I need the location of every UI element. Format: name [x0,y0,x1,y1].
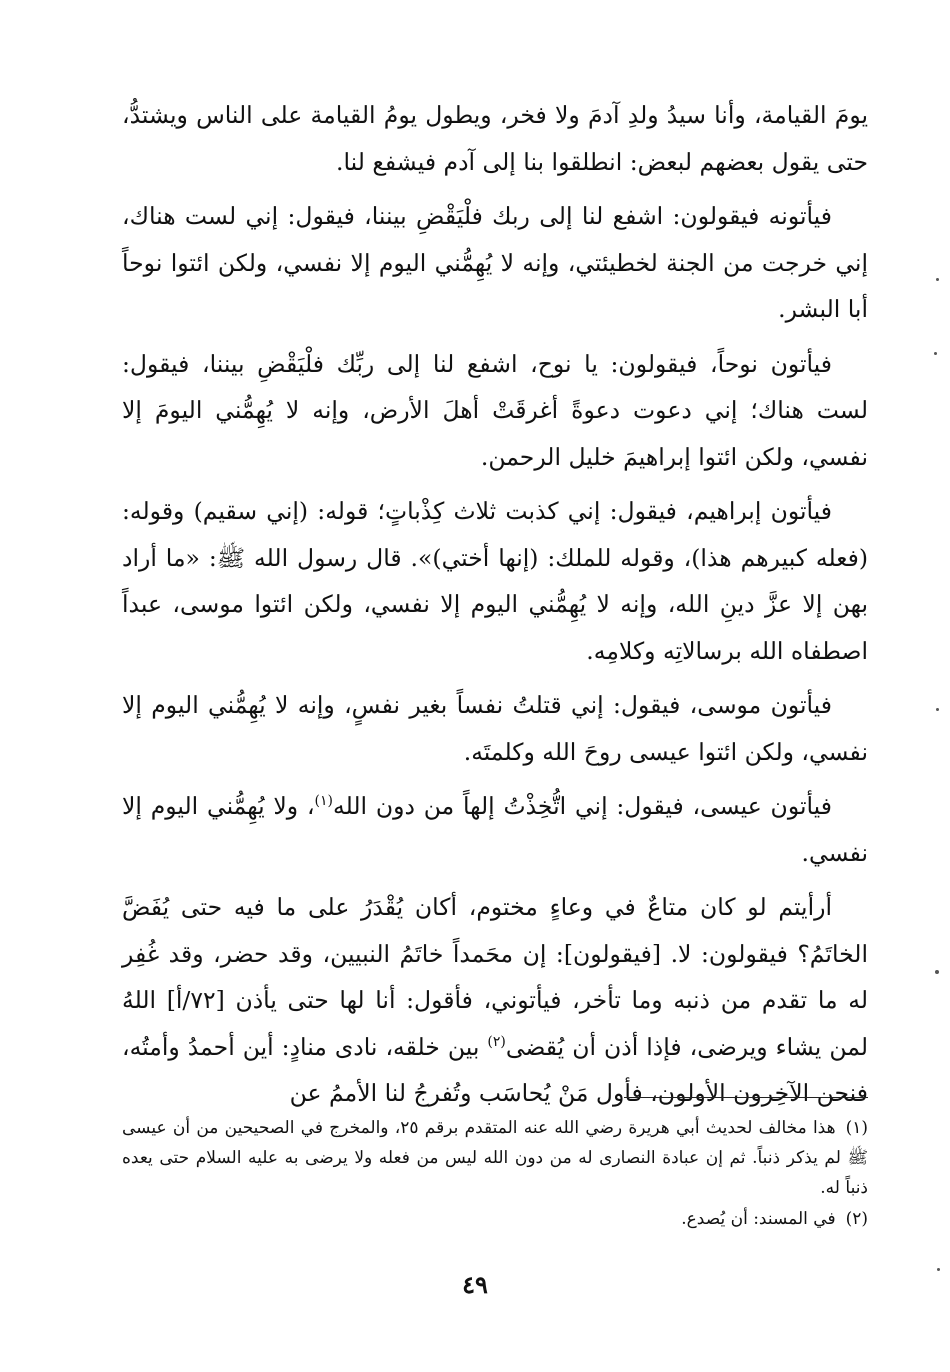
footnote-2-number: (٢) [845,1209,868,1229]
paragraph-1: يومَ القيامة، وأنا سيدُ ولدِ آدمَ ولا فخر، ويطول يومُ القيامة على الناس ويشتدُّ، حتى يقول بعضهم لبعض: انطلقوا بنا إلى آدم فيشفع لنا. [122,101,868,176]
paragraph-6-text-end: ، ولا يُهِمُّني اليوم إلا نفسي. [122,792,868,867]
paragraph-7-text-end: بين خلقه، نادى منادٍ: أين أحمدُ وأمتُه، فنحن الآخِرون الأولون، فأول مَنْ يُحاسَب وتُفرجُ لنا الأممُ عن [122,1032,868,1107]
scan-speck [934,352,937,355]
footnote-1-number: (١) [845,1118,868,1138]
footnote-2-text: في المسند: أن يُصدع. [681,1209,836,1229]
scan-speck [936,278,939,281]
footnote-2 [122,1204,868,1234]
scan-speck [935,970,939,974]
paragraph-5: فيأتون موسى، فيقول: إني قتلتُ نفساً بغير نفسٍ، وإنه لا يُهِمُّني اليوم إلا نفسي، ولكن ائتوا عيسى روحَ الله وكلمتَه. [122,691,868,766]
paragraph-7 [122,884,868,1117]
footnote-1 [122,1113,868,1203]
paragraph-2: فيأتونه فيقولون: اشفع لنا إلى ربك فلْيَقْضِ بيننا، فيقول: إني لست هناك، إني خرجت من الجنة لخطيئتي، وإنه لا يُهِمُّني اليوم إلا نفسي، ولكن ائتوا نوحاً أبا البشر. [122,202,868,323]
scan-speck [936,708,939,711]
scan-speck [937,1268,940,1271]
main-text-body [122,92,868,1125]
footnote-ref-2[interactable]: (٢) [487,1033,506,1050]
page-number: ٤٩ [462,1270,488,1299]
footnotes-section [122,1113,868,1235]
paragraph-6-text-start: فيأتون عيسى، فيقول: إني اتُّخِذْتُ إلهاً من دون الله [333,792,832,820]
paragraph-6 [122,783,868,876]
footnote-1-text: هذا مخالف لحديث أبي هريرة رضي الله عنه المتقدم برقم ٢٥، والمخرج في الصحيحين من أن عيسى ﷺ لم يذكر ذنباً. ثم إن عبادة النصارى له من دون الله ليس من فعله ولا يرضى به عليه السلام حتى يعده ذنباً له. [122,1118,868,1198]
paragraph-3: فيأتون نوحاً، فيقولون: يا نوح، اشفع لنا إلى ربِّك فلْيَقْضِ بيننا، فيقول: لست هناك؛ إني دعوت دعوةً أغرقَتْ أهلَ الأرض، وإنه لا يُهِمُّني اليومَ إلا نفسي، ولكن ائتوا إبراهيمَ خليل الرحمن. [122,349,868,471]
footnote-ref-1[interactable]: (١) [314,793,333,810]
paragraph-4: فيأتون إبراهيم، فيقول: إني كذبت ثلاث كِذْباتٍ؛ قوله: (إني سقيم) وقوله: (فعله كبيرهم هذا)، وقوله للملك: (إنها أختي)». قال رسول الله ﷺ: «ما أراد بهن إلا عزَّ دينِ الله، وإنه لا يُهِمُّني اليوم إلا نفسي، ولكن ائتوا موسى، عبداً اصطفاه الله برسالاتِه وكلامِه. [122,497,868,665]
footnote-divider [624,1097,868,1098]
paragraph-7-text-start: أرأيتم لو كان متاعٌ في وعاءٍ مختوم، أكان يُقْدَرُ على ما فيه حتى يُفَضَّ الخاتَمُ؟ فيقولون: لا. [فيقولون]: إن محَمداً خاتَمُ النبيين، وقد حضر، وقد غُفِر له ما تقدم من ذنبه وما تأخر، فيأتوني، فأقول: أنا لها حتى يأذن [٧٢/أ] اللهُ لمن يشاء ويرضى، فإذا أذن أن يُقضى [122,893,868,1061]
